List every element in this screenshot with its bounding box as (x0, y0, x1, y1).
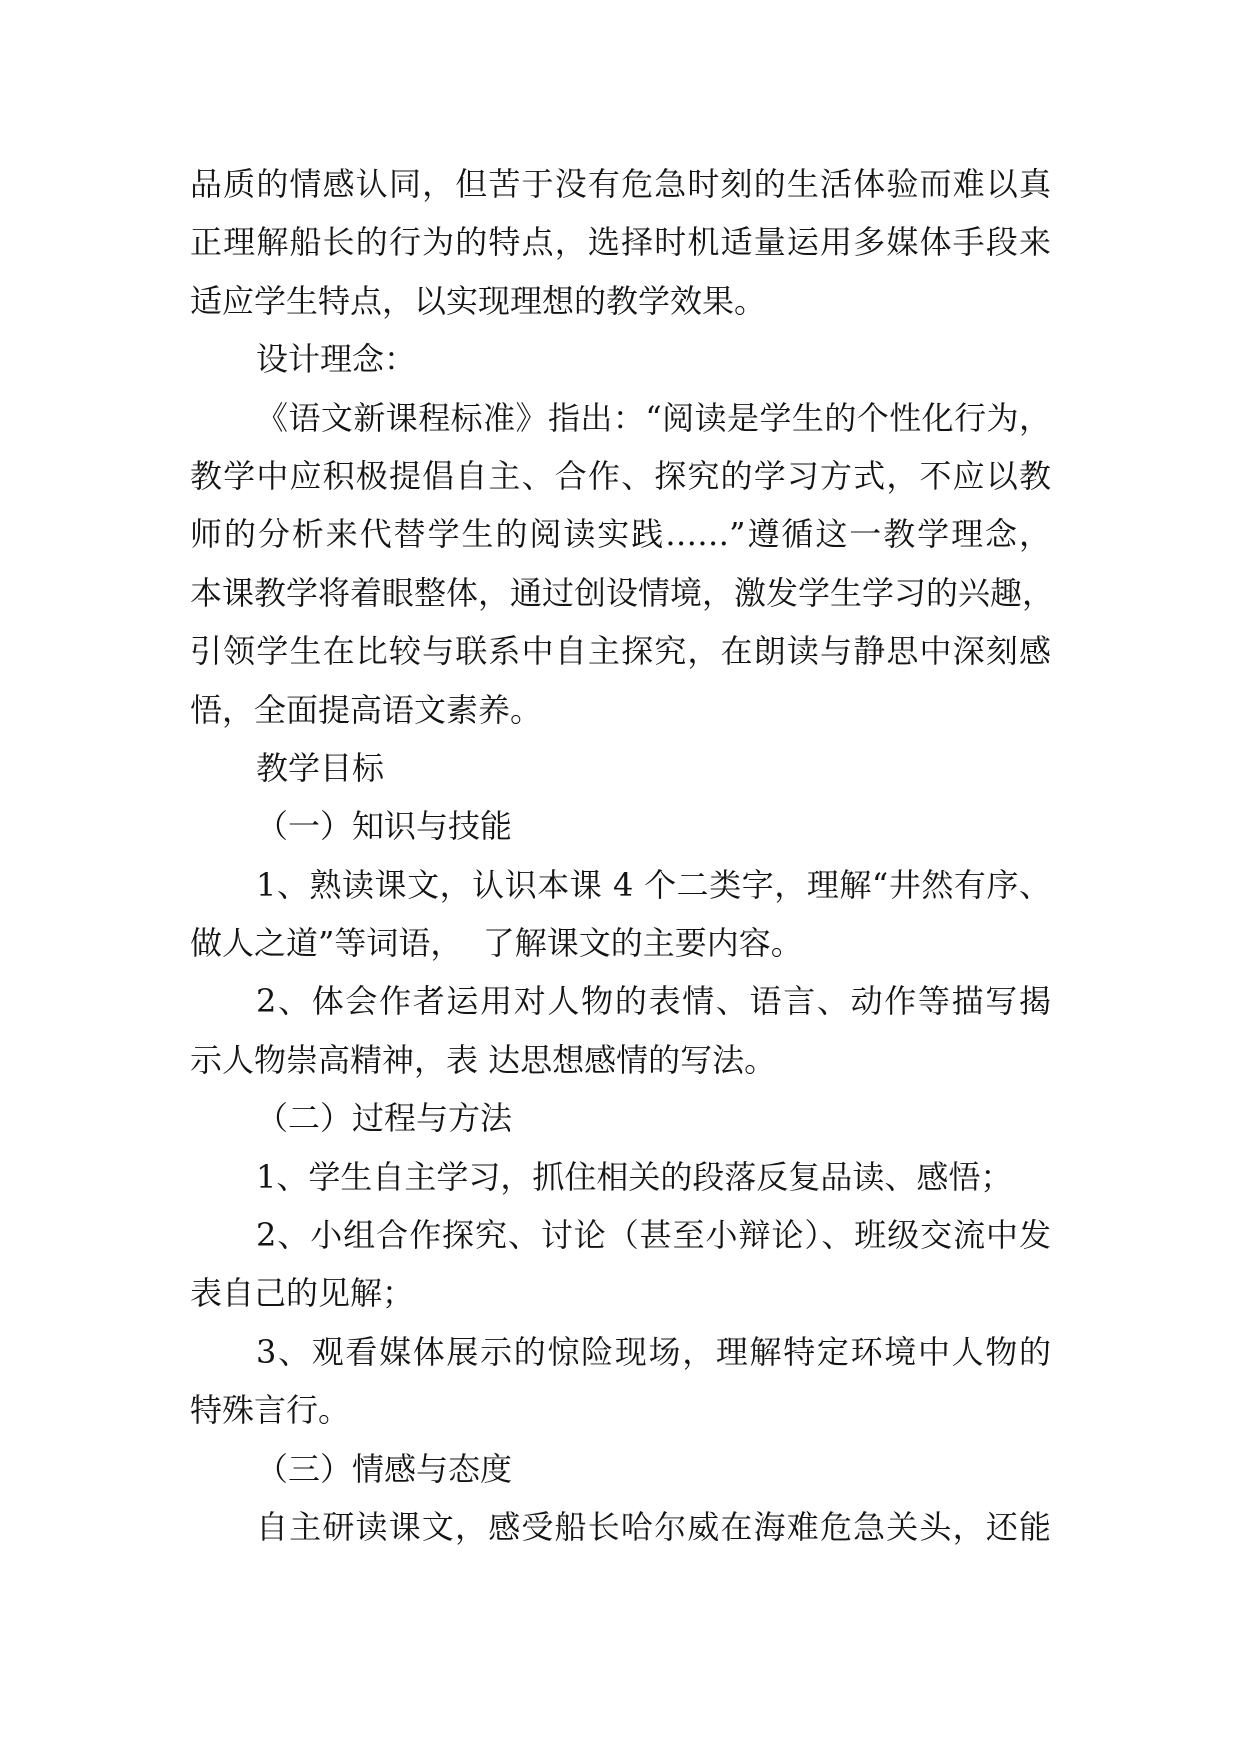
text-line: 悟，全面提高语文素养。 (190, 690, 543, 729)
text-line: 师的分析来代替学生的阅读实践……”遵循这一教学理念， (190, 515, 1051, 554)
text-line: 教学中应积极提倡自主、合作、探究的学习方式，不应以教 (190, 456, 1051, 495)
text-line: 本课教学将着眼整体，通过创设情境，激发学生学习的兴趣， (190, 573, 1055, 612)
text-line: 品质的情感认同，但苦于没有危急时刻的生活体验而难以真 (190, 165, 1051, 203)
section-heading (190, 739, 1051, 797)
text-line: （一）知识与技能 (256, 807, 513, 846)
text-line: 示人物崇高精神，表 达思想感情的写法。 (190, 1040, 777, 1079)
subsection-heading (190, 1089, 1051, 1147)
list-item (190, 1323, 1051, 1440)
list-item (190, 1206, 1051, 1323)
text-line: 2、体会作者运用对人物的表情、语言、动作等描写揭 (256, 982, 1051, 1021)
text-line: 1、熟读课文，认识本课 4 个二类字，理解“井然有序、 (256, 865, 1051, 904)
text-line: 引领学生在比较与联系中自主探究，在朗读与静思中深刻感 (190, 632, 1051, 671)
text-line: 3、观看媒体展示的惊险现场，理解特定环境中人物的 (256, 1332, 1051, 1371)
text-line: 设计理念： (256, 340, 417, 379)
paragraph (190, 155, 1051, 330)
text-line: 《语文新课程标准》指出：“阅读是学生的个性化行为， (256, 398, 1051, 437)
list-item (190, 972, 1051, 1089)
text-line: 适应学生特点，以实现理想的教学效果。 (190, 281, 767, 320)
list-item (190, 856, 1051, 973)
text-line: 做人之道”等词语， 了解课文的主要内容。 (190, 924, 803, 963)
text-line: 2、小组合作探究、讨论（甚至小辩论）、班级交流中发 (256, 1216, 1051, 1255)
text-line: （三）情感与态度 (256, 1449, 513, 1488)
paragraph (190, 389, 1055, 739)
text-line: 正理解船长的行为的特点，选择时机适量运用多媒体手段来 (190, 223, 1051, 262)
text-line: 教学目标 (256, 748, 385, 787)
section-heading (190, 330, 1051, 388)
subsection-heading (190, 797, 1051, 855)
subsection-heading (190, 1440, 1051, 1498)
text-line: 表自己的见解； (190, 1274, 415, 1313)
text-line: 自主研读课文，感受船长哈尔威在海难危急关头，还能 (256, 1507, 1051, 1546)
paragraph (190, 1498, 1051, 1556)
text-line: （二）过程与方法 (256, 1099, 513, 1138)
document-body (190, 155, 1055, 1556)
list-item (190, 1148, 1051, 1206)
text-line: 特殊言行。 (190, 1391, 351, 1430)
text-line: 1、学生自主学习，抓住相关的段落反复品读、感悟； (256, 1157, 1013, 1196)
